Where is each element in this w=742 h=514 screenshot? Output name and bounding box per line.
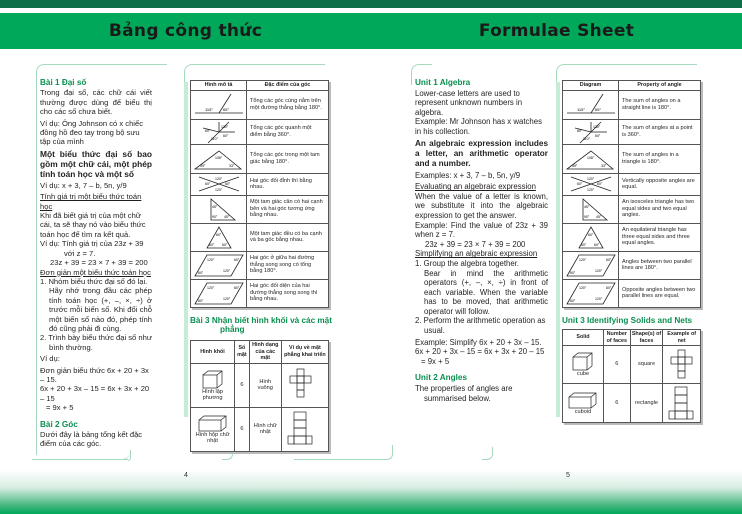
unit2-heading: Unit 2 Angles [415, 373, 468, 383]
svg-text:60°: 60° [198, 298, 204, 303]
lesson2-text: Dưới đây là bảng tổng kết đặc điểm của các góc. [40, 430, 143, 449]
angle-property: The sum of angles on a straight line is 180°. [619, 90, 701, 119]
eval-example-1: Example: Find the value of 23z + 39 when z = 7. [415, 220, 548, 240]
svg-text:60°: 60° [570, 270, 576, 275]
left-solids-table [190, 340, 329, 452]
angle-property: Hai góc đối diện của hai đường thẳng song song thì bằng nhau. [247, 279, 329, 307]
table-row [191, 90, 329, 119]
eval-text: When the value of a letter is known, we substitute it into the algebraic expression to get the answer. [415, 191, 548, 220]
svg-text:130°: 130° [593, 124, 601, 129]
step1-detail: Hãy nhớ trong đầu các phép tính toán học (+, –, ×, ÷) ở trước mỗi biến số. Khi đổi chỗ một biến số nào đó, phép tính đó cũng phải đi cùng. [49, 286, 152, 333]
simplify-ex-1: Example: Simplify 6x + 20 + 3x – 15. [415, 337, 542, 347]
svg-text:120°: 120° [223, 296, 231, 301]
svg-text:110°: 110° [583, 136, 590, 141]
simplify-ex-3: = 9x + 5 [46, 403, 74, 413]
svg-text:60°: 60° [606, 257, 612, 262]
table-header: Diagram [563, 81, 619, 91]
svg-text:45°: 45° [596, 214, 602, 219]
step1: 1. Group the algebra together. [415, 258, 520, 268]
table-row [191, 279, 329, 307]
svg-text:90°: 90° [212, 214, 218, 219]
unit1-definition: An algebraic expression includes a letter, an arithmetic operator and a number. [415, 138, 548, 168]
table-side-accent [184, 82, 188, 417]
right-page-number: 5 [566, 472, 570, 479]
triangle-diagram [563, 144, 619, 173]
isosceles-diagram [563, 195, 619, 223]
svg-text:39°: 39° [572, 164, 578, 169]
solid-name: Hình lập phương [202, 388, 223, 402]
table-row [563, 119, 701, 144]
face-shape: Hình vuông [249, 363, 281, 407]
frame-line [482, 447, 493, 460]
svg-text:120°: 120° [587, 177, 595, 182]
straight-line-diagram [191, 90, 247, 119]
svg-text:33°: 33° [601, 164, 607, 169]
svg-text:115°: 115° [205, 107, 213, 113]
simplify-heading: Đơn giản một biểu thức toán học [40, 267, 151, 277]
cube-net-diagram [281, 363, 328, 407]
table-header: Số mặt [235, 341, 250, 364]
svg-text:120°: 120° [595, 296, 603, 301]
lesson1-example: Ví dụ: Ông Johnson có x chiếc đồng hồ đeo tay trong bộ sưu tập của mình [40, 118, 143, 147]
example-label: Ví dụ: [40, 354, 60, 364]
svg-text:120°: 120° [207, 257, 215, 262]
left-text-column [40, 78, 152, 451]
svg-text:60°: 60° [577, 128, 583, 133]
table-side-accent [556, 82, 560, 417]
svg-text:60°: 60° [205, 182, 211, 187]
unit1-intro: Lower-case letters are used to represent unknown numbers in algebra. [415, 88, 523, 117]
table-row [191, 223, 329, 251]
frame-line [32, 459, 128, 460]
angle-property: The sum of angles in a triangle is 180°. [619, 144, 701, 173]
angle-property: Hai góc đối đỉnh thì bằng nhau. [247, 173, 329, 195]
angle-property: An isosceles triangle has two equal sides and two equal angles. [619, 195, 701, 223]
unit1-example: Example: Mr Johnson has x watches in his collection. [415, 117, 542, 136]
svg-text:90°: 90° [584, 214, 590, 219]
opposite-angles-diagram [191, 279, 247, 307]
table-header: Solid [563, 330, 604, 346]
table-header: Shape(s) of faces [630, 330, 663, 346]
table-row [191, 363, 329, 407]
svg-text:60°: 60° [209, 242, 215, 247]
parallel-lines-diagram [563, 251, 619, 279]
table-row [563, 384, 701, 423]
svg-text:115°: 115° [577, 107, 585, 113]
angle-property: Tổng các góc cùng nằm trên một đường thẳng bằng 180°. [247, 90, 329, 119]
svg-text:120°: 120° [215, 188, 223, 193]
unit3-heading: Unit 3 Identifying Solids and Nets [562, 316, 693, 325]
lesson1-examples: Ví dụ: x + 3, 7 – b, 5n, y/9 [40, 180, 127, 190]
table-header: Ví dụ về mặt phẳng khai triển [281, 341, 328, 364]
table-row [191, 119, 329, 144]
equilateral-diagram [563, 223, 619, 251]
svg-text:60°: 60° [216, 232, 222, 237]
point-angles-diagram [563, 119, 619, 144]
lesson1-definition: Một biểu thức đại số bao gồm một chữ cái, một phép tính toán học và một số [40, 148, 152, 179]
opposite-angles-diagram [563, 279, 619, 307]
frame-line [294, 459, 384, 460]
unit1-examples: Examples: x + 3, 7 – b, 5n, y/9 [415, 170, 521, 180]
isosceles-diagram [191, 195, 247, 223]
table-row [191, 251, 329, 279]
svg-text:60°: 60° [222, 242, 228, 247]
table-row [563, 90, 701, 119]
svg-text:120°: 120° [223, 268, 231, 273]
simplify-ex-1: Đơn giản biểu thức 6x + 20 + 3x – 15. [40, 365, 149, 384]
vertical-angles-diagram [563, 173, 619, 195]
angle-property: Tổng các góc trong một tam giác bằng 180°. [247, 144, 329, 173]
angle-property: Vertically opposite angles are equal. [619, 173, 701, 195]
left-page-title: Bảng công thức [108, 21, 263, 41]
right-text-column [415, 78, 548, 405]
table-row [563, 346, 701, 384]
face-shape: square [630, 346, 663, 384]
faces-count: 6 [604, 346, 631, 384]
angle-property: Tổng các góc quanh một điểm bằng 360°. [247, 119, 329, 144]
right-angles-table [562, 80, 701, 308]
table-row [191, 173, 329, 195]
bottom-gradient-band [0, 470, 742, 514]
svg-text:60°: 60° [234, 257, 240, 262]
eval-example-1: Ví dụ: Tính giá trị của 23z + 39 [40, 239, 144, 249]
simplify-ex-3: = 9x + 5 [421, 356, 450, 366]
left-title-bar [0, 13, 371, 49]
triangle-diagram [191, 144, 247, 173]
svg-text:120°: 120° [595, 268, 603, 273]
vertical-angles-diagram [191, 173, 247, 195]
step1-detail: Bear in mind the arithmetic operators (+, –, ×, ÷) in front of each variable. When the variable has to be moved, that arithmetic operator will follow. [424, 268, 548, 316]
svg-text:60°: 60° [225, 182, 231, 187]
right-solids-table [562, 329, 701, 423]
svg-text:130°: 130° [221, 124, 229, 129]
angle-property: Opposite angles between two parallel lines are equal. [619, 279, 701, 307]
cube-net-diagram [663, 346, 701, 384]
svg-text:108°: 108° [215, 156, 223, 161]
eval-heading: Tính giá trị một biểu thức toán học [40, 192, 142, 211]
svg-text:60°: 60° [595, 133, 601, 138]
svg-text:60°: 60° [577, 182, 583, 187]
frame-line [384, 445, 393, 460]
table-header: Hình khối [191, 341, 235, 364]
faces-count: 6 [235, 407, 250, 451]
left-angles-table [190, 80, 329, 308]
svg-text:39°: 39° [200, 164, 206, 169]
angle-property: Một tam giác cân có hai cạnh bên và hai góc tương ứng bằng nhau. [247, 195, 329, 223]
right-title-bar [371, 13, 742, 49]
face-shape: rectangle [630, 384, 663, 423]
solid-name: Hình hộp chữ nhật [195, 431, 230, 445]
step2: 2. Perform the arithmetic operation as usual. [415, 316, 546, 336]
table-header: Example of net [663, 330, 701, 346]
solid-cell [563, 384, 604, 423]
lesson3-heading-block [190, 316, 335, 336]
solid-cell [191, 407, 235, 451]
table-header: Hình mô tả [191, 81, 247, 91]
solid-cell [191, 363, 235, 407]
svg-text:120°: 120° [579, 285, 587, 290]
eval-text: Khi đã biết giá trị của một chữ cái, ta sẽ thay nó vào biểu thức toán học để tìm ra kết quả. [40, 211, 146, 239]
table-header: Number of faces [604, 330, 631, 346]
table-row [563, 173, 701, 195]
table-row [191, 407, 329, 451]
angle-property: The sum of angles at a point is 360°. [619, 119, 701, 144]
svg-text:65°: 65° [595, 107, 602, 113]
svg-text:60°: 60° [606, 285, 612, 290]
lesson3-heading: Bài 3 Nhận biết hình khối và các mặt phẳng [190, 316, 332, 335]
svg-text:60°: 60° [588, 232, 594, 237]
angle-property: Một tam giác đều có ba cạnh và ba góc bằng nhau. [247, 223, 329, 251]
table-row [563, 223, 701, 251]
top-band [0, 0, 742, 8]
svg-text:60°: 60° [205, 128, 211, 133]
equilateral-diagram [191, 223, 247, 251]
svg-text:45°: 45° [224, 214, 230, 219]
svg-text:120°: 120° [207, 285, 215, 290]
unit3-heading-block [562, 316, 712, 326]
table-row [563, 144, 701, 173]
table-row [563, 251, 701, 279]
cuboid-net-diagram [281, 407, 328, 451]
frame-line [128, 450, 131, 461]
simplify-ex-2: 6x + 20 + 3x – 15 = 6x + 3x + 20 – 15 [415, 347, 545, 357]
angle-property: Hai góc ở giữa hai đường thẳng song song có tổng bằng 180°. [247, 251, 329, 279]
svg-text:65°: 65° [223, 107, 230, 113]
point-angles-diagram [191, 119, 247, 144]
right-page-title: Formulae Sheet [478, 21, 635, 41]
eval-example-2: 23z + 39 = 23 × 7 + 39 = 200 [425, 239, 526, 249]
simplify-ex-2: 6x + 20 + 3x – 15 = 6x + 3x + 20 – 15 [40, 384, 150, 403]
lesson1-heading: Bài 1 Đại số [40, 78, 87, 87]
eval-example-2: với z = 7. [64, 248, 96, 258]
svg-text:60°: 60° [198, 270, 204, 275]
solid-cell [563, 346, 604, 384]
angle-property: Angles between two parallel lines are 180°. [619, 251, 701, 279]
svg-text:120°: 120° [579, 257, 587, 262]
unit2-text: The properties of angles are summarised below. [415, 384, 513, 403]
parallel-lines-diagram [191, 251, 247, 279]
faces-count: 6 [604, 384, 631, 423]
solid-name: cuboid [574, 408, 592, 415]
svg-text:33°: 33° [229, 164, 235, 169]
solid-name: cube [576, 371, 590, 378]
svg-text:108°: 108° [587, 156, 595, 161]
table-header: Hình dạng của các mặt [249, 341, 281, 364]
table-row [191, 144, 329, 173]
table-row [191, 195, 329, 223]
svg-text:60°: 60° [570, 298, 576, 303]
step1: 1. Nhóm biểu thức đại số đó lại. [40, 276, 148, 286]
simplify-heading: Simplifying an algebraic expression [415, 249, 538, 259]
svg-text:60°: 60° [234, 285, 240, 290]
svg-text:45°: 45° [212, 204, 218, 209]
svg-text:60°: 60° [597, 182, 603, 187]
lesson1-intro: Trong đại số, các chữ cái viết thường được dùng để biểu thị cho các số chưa biết. [40, 88, 152, 117]
face-shape: Hình chữ nhật [249, 407, 281, 451]
eval-heading: Evaluating an algebraic expression [415, 182, 536, 192]
table-header: Property of angle [619, 81, 701, 91]
svg-text:60°: 60° [223, 133, 229, 138]
left-page-number: 4 [184, 472, 188, 479]
cuboid-net-diagram [663, 384, 701, 423]
table-row [563, 195, 701, 223]
svg-text:120°: 120° [215, 177, 223, 182]
svg-text:60°: 60° [581, 242, 587, 247]
faces-count: 6 [235, 363, 250, 407]
angle-property: An equilateral triangle has three equal sides and three equal angles. [619, 223, 701, 251]
svg-text:110°: 110° [211, 136, 218, 141]
svg-text:60°: 60° [594, 242, 600, 247]
table-header: Đặc điểm của góc [247, 81, 329, 91]
table-row [563, 279, 701, 307]
straight-line-diagram [563, 90, 619, 119]
svg-text:45°: 45° [584, 204, 590, 209]
unit1-heading: Unit 1 Algebra [415, 78, 471, 87]
lesson2-heading: Bài 2 Góc [40, 419, 78, 429]
svg-text:120°: 120° [587, 188, 595, 193]
step2: 2. Trình bày biểu thức đại số như bình thường. [40, 333, 152, 352]
eval-example-3: 23z + 39 = 23 × 7 + 39 = 200 [50, 258, 148, 268]
